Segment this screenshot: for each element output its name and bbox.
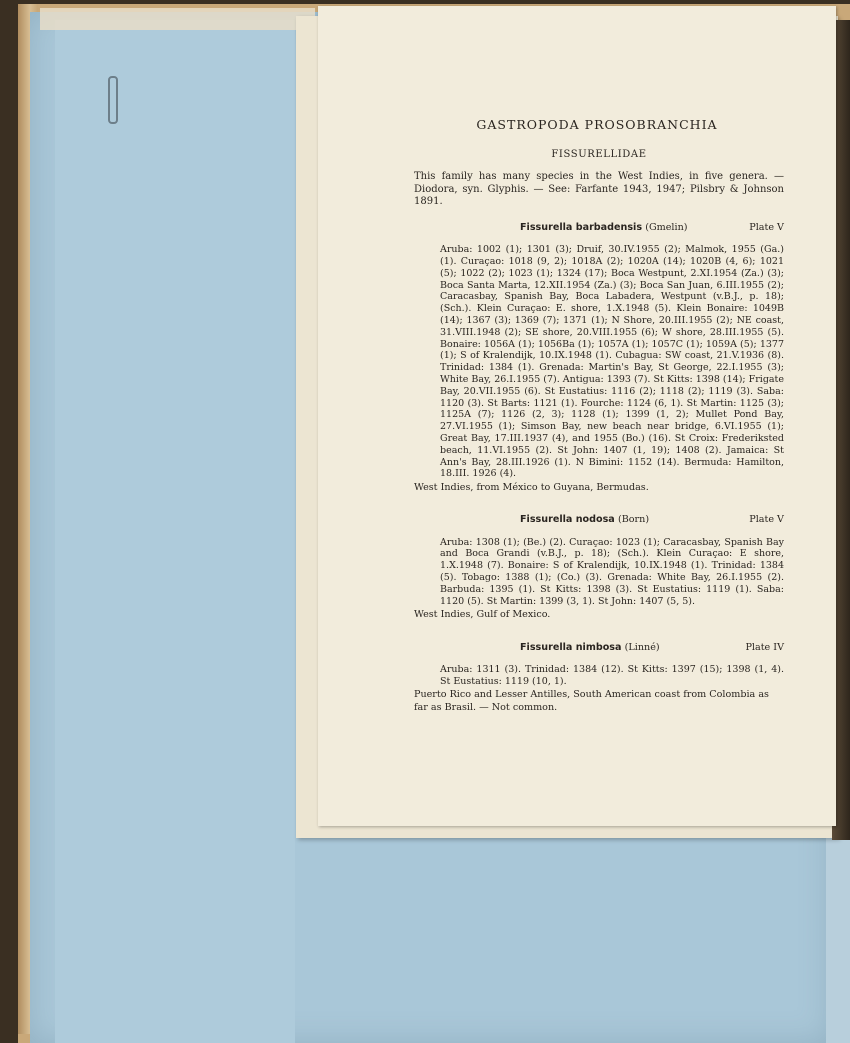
blue-folder-inner-sheet [55,20,295,1043]
plate-reference: Plate V [749,222,784,234]
species-distribution: West Indies, from México to Guyana, Bermudas. [414,482,649,494]
species-records: Aruba: 1311 (3). Trinidad: 1384 (12). St Kitts: 1397 (15); 1398 (1, 4). St Eustatius: 1119 (10, 1). [440,663,784,687]
printed-page [318,6,836,826]
species-author: (Gmelin) [645,222,688,234]
paper-clip-icon [108,76,118,124]
species-heading [414,222,784,234]
page-content [414,119,784,734]
running-head: GASTROPODA PROSOBRANCHIA [476,117,718,132]
species-heading [414,642,784,654]
species-entry [414,514,784,621]
species-distribution: Puerto Rico and Lesser Antilles, South American coast from Colombia as far as Brasil. — Not common. [414,689,769,713]
species-name: Fissurella nodosa [520,514,615,526]
species-name: Fissurella nimbosa [520,641,622,653]
family-intro: This family has many species in the West Indies, in five genera. — Diodora, syn. Glyphis. — See: Farfante 1943, 1947; Pilsbry & Johnson 1891. [414,171,784,207]
plate-reference: Plate IV [745,641,784,653]
species-records: Aruba: 1002 (1); 1301 (3); Druif, 30.IV.1955 (2); Malmok, 1955 (Ga.) (1). Curaçao: 1018 (9, 2); 1018A (2); 1020A (14); 1020B (4, 6); 1021 (5); 1022 (2); 1023 (1); 1324 (17); Boca Westpunt, 2.XI.1954 (Za.) (3); Boca Santa Marta, 12.XII.1954 (Za.) (3); Boca San Juan, 6.III.1955 (2); Caracasbay, Spanish Bay, Boca Labadera, Westpunt (v.B.J., p. 18); (Sch.). Klein Curaçao: E. shore, 1.X.1948 (5). Klein Bonaire: 1049B (14); 1367 (3); 1369 (7); 1371 (1); N Shore, 20.III.1955 (2); NE coast, 31.VIII.1948 (2); SE shore, 20.VIII.1955 (6); W shore, 28.III.1955 (5). Bonaire: 1056A (1); 1056Ba (1); 1057A (1); 1057C (1); 1059A (5); 1377 (1); S of Kralendijk, 10.IX.1948 (1). Cubagua: SW coast, 21.V.1936 (8). Trinidad: 1384 (1). Grenada: Martin's Bay, St George, 22.I.1955 (3); White Bay, 26.I.1955 (7). Antigua: 1393 (7). St Kitts: 1398 (14); Frigate Bay, 20.VII.1955 (6). St Eustatius: 1116 (2); 1118 (2); 1119 (3). Saba: 1120 (3). St Barts: 1121 (1). Fourche: 1124 (6, 1). St Martin: 1125 (3); 1125A (7); 1126 (2, 3); 1128 (1); 1399 (1, 2); Mullet Pond Bay, 27.VI.1955 (1); Simson Bay, new beach near bridge, 6.VI.1955 (1); Great Bay, 17.III.1937 (4), and 1955 (Bo.) (16). St Croix: Frederiksted beach, 11.VI.1955 (2). St John: 1407 (1, 19); 1408 (2). Jamaica: St Ann's Bay, 28.III.1926 (1). N Bimini: 1152 (14). Bermuda: Hamilton, 18.III. 1926 (4). [440,244,784,480]
species-records: Aruba: 1308 (1); (Be.) (2). Curaçao: 1023 (1); Caracasbay, Spanish Bay and Boca Grandi (v.B.J., p. 18); (Sch.). Klein Curaçao: E shore, 1.X.1948 (7). Bonaire: S of Kralendijk, 10.IX.1948 (1). Trinidad: 1384 (5). Tobago: 1388 (1); (Co.) (3). Grenada: White Bay, 26.I.1955 (2). Barbuda: 1395 (1). St Kitts: 1398 (3). St Eustatius: 1119 (1). Saba: 1120 (5). St Martin: 1399 (3, 1). St John: 1407 (5, 5). [440,536,784,607]
species-heading [414,514,784,526]
species-author: (Linné) [624,641,660,653]
species-distribution: West Indies, Gulf of Mexico. [414,609,551,621]
species-author: (Born) [617,514,650,526]
plate-reference: Plate V [749,514,784,526]
species-entry [414,222,784,494]
species-name: Fissurella barbadensis [520,222,643,234]
tape-strip [40,8,315,30]
species-entry [414,642,784,714]
family-heading: FISSURELLIDAE [551,149,647,161]
blue-strip-right [826,826,850,1043]
